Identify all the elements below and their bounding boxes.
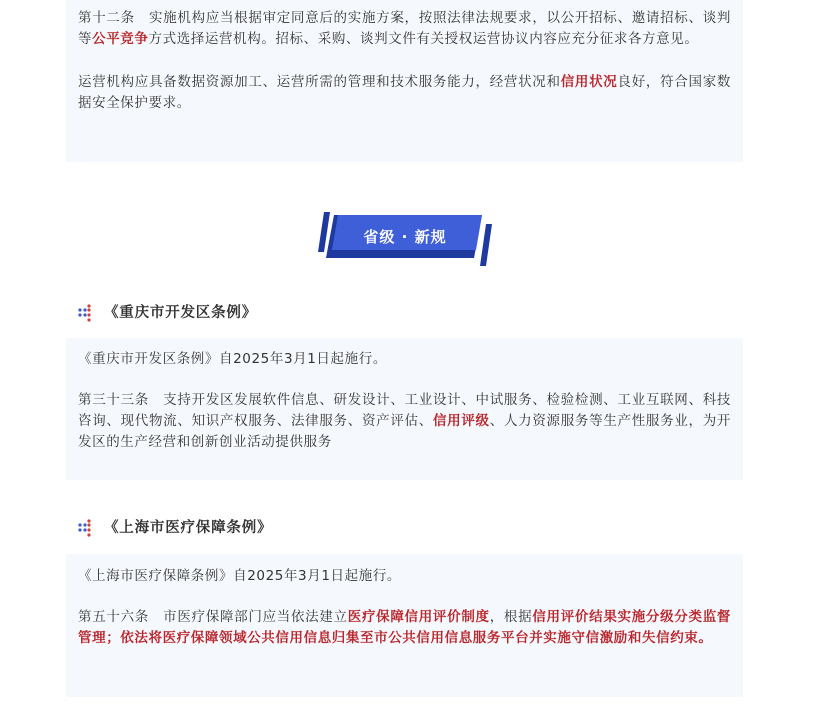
paragraph-article-56 — [78, 607, 731, 649]
paragraph-operator-requirements — [78, 72, 731, 114]
text: 第三十三条 支持开发区发展软件信息、研发设计、工业设计、中试服务、检验检测、工业互联网、科技咨询、现代物流、知识产权服务、法律服务、资产评估、 — [78, 392, 731, 429]
article-box-shanghai — [66, 554, 743, 697]
section-banner — [318, 212, 492, 266]
highlight-text: 公平竞争 — [92, 31, 149, 47]
banner-title: 省级 · 新规 — [363, 228, 447, 246]
article-box-chongqing — [66, 338, 743, 480]
dots-icon — [78, 304, 92, 322]
text: 、人力资源服务等生产性服务业，为开发区的生产经营和创新创业活动提供服务 — [78, 413, 732, 450]
heading-text: 《重庆市开发区条例》 — [104, 305, 257, 321]
highlight-text: 信用评价结果实施分级分类监督管理；依法将医疗保障领域公共信用信息归集至市公共信用信息服务平台并实施守信激励和失信约束。 — [78, 609, 731, 646]
highlight-text: 信用状况 — [560, 74, 618, 90]
text: 第十二条 实施机构应当根据审定同意后的实施方案，按照法律法规要求，以公开招标、邀请招标、谈判等 — [78, 10, 731, 47]
text: 运营机构应具备数据资源加工、运营所需的管理和技术服务能力，经营状况和 — [78, 74, 561, 90]
heading-text: 《上海市医疗保障条例》 — [104, 520, 273, 536]
text: ，根据 — [489, 609, 533, 625]
paragraph-article-33 — [78, 390, 731, 453]
text: 良好，符合国家数据安全保护要求。 — [78, 74, 731, 111]
effective-date-text: 《上海市医疗保障条例》自2025年3月1日起施行。 — [78, 568, 402, 584]
text: 第五十六条 市医疗保障部门应当依法建立 — [78, 609, 348, 625]
paragraph-article-12 — [78, 8, 731, 50]
article-box-section1 — [66, 0, 743, 162]
law-heading-shanghai — [78, 518, 272, 538]
text: 方式选择运营机构。招标、采购、谈判文件有关授权运营协议内容应充分征求各方意见。 — [148, 31, 699, 47]
law-heading-chongqing — [78, 303, 257, 323]
effective-date-text: 《重庆市开发区条例》自2025年3月1日起施行。 — [78, 351, 387, 367]
highlight-text: 信用评级 — [432, 413, 490, 429]
highlight-text: 医疗保障信用评价制度 — [347, 609, 490, 625]
dots-icon — [78, 519, 92, 537]
